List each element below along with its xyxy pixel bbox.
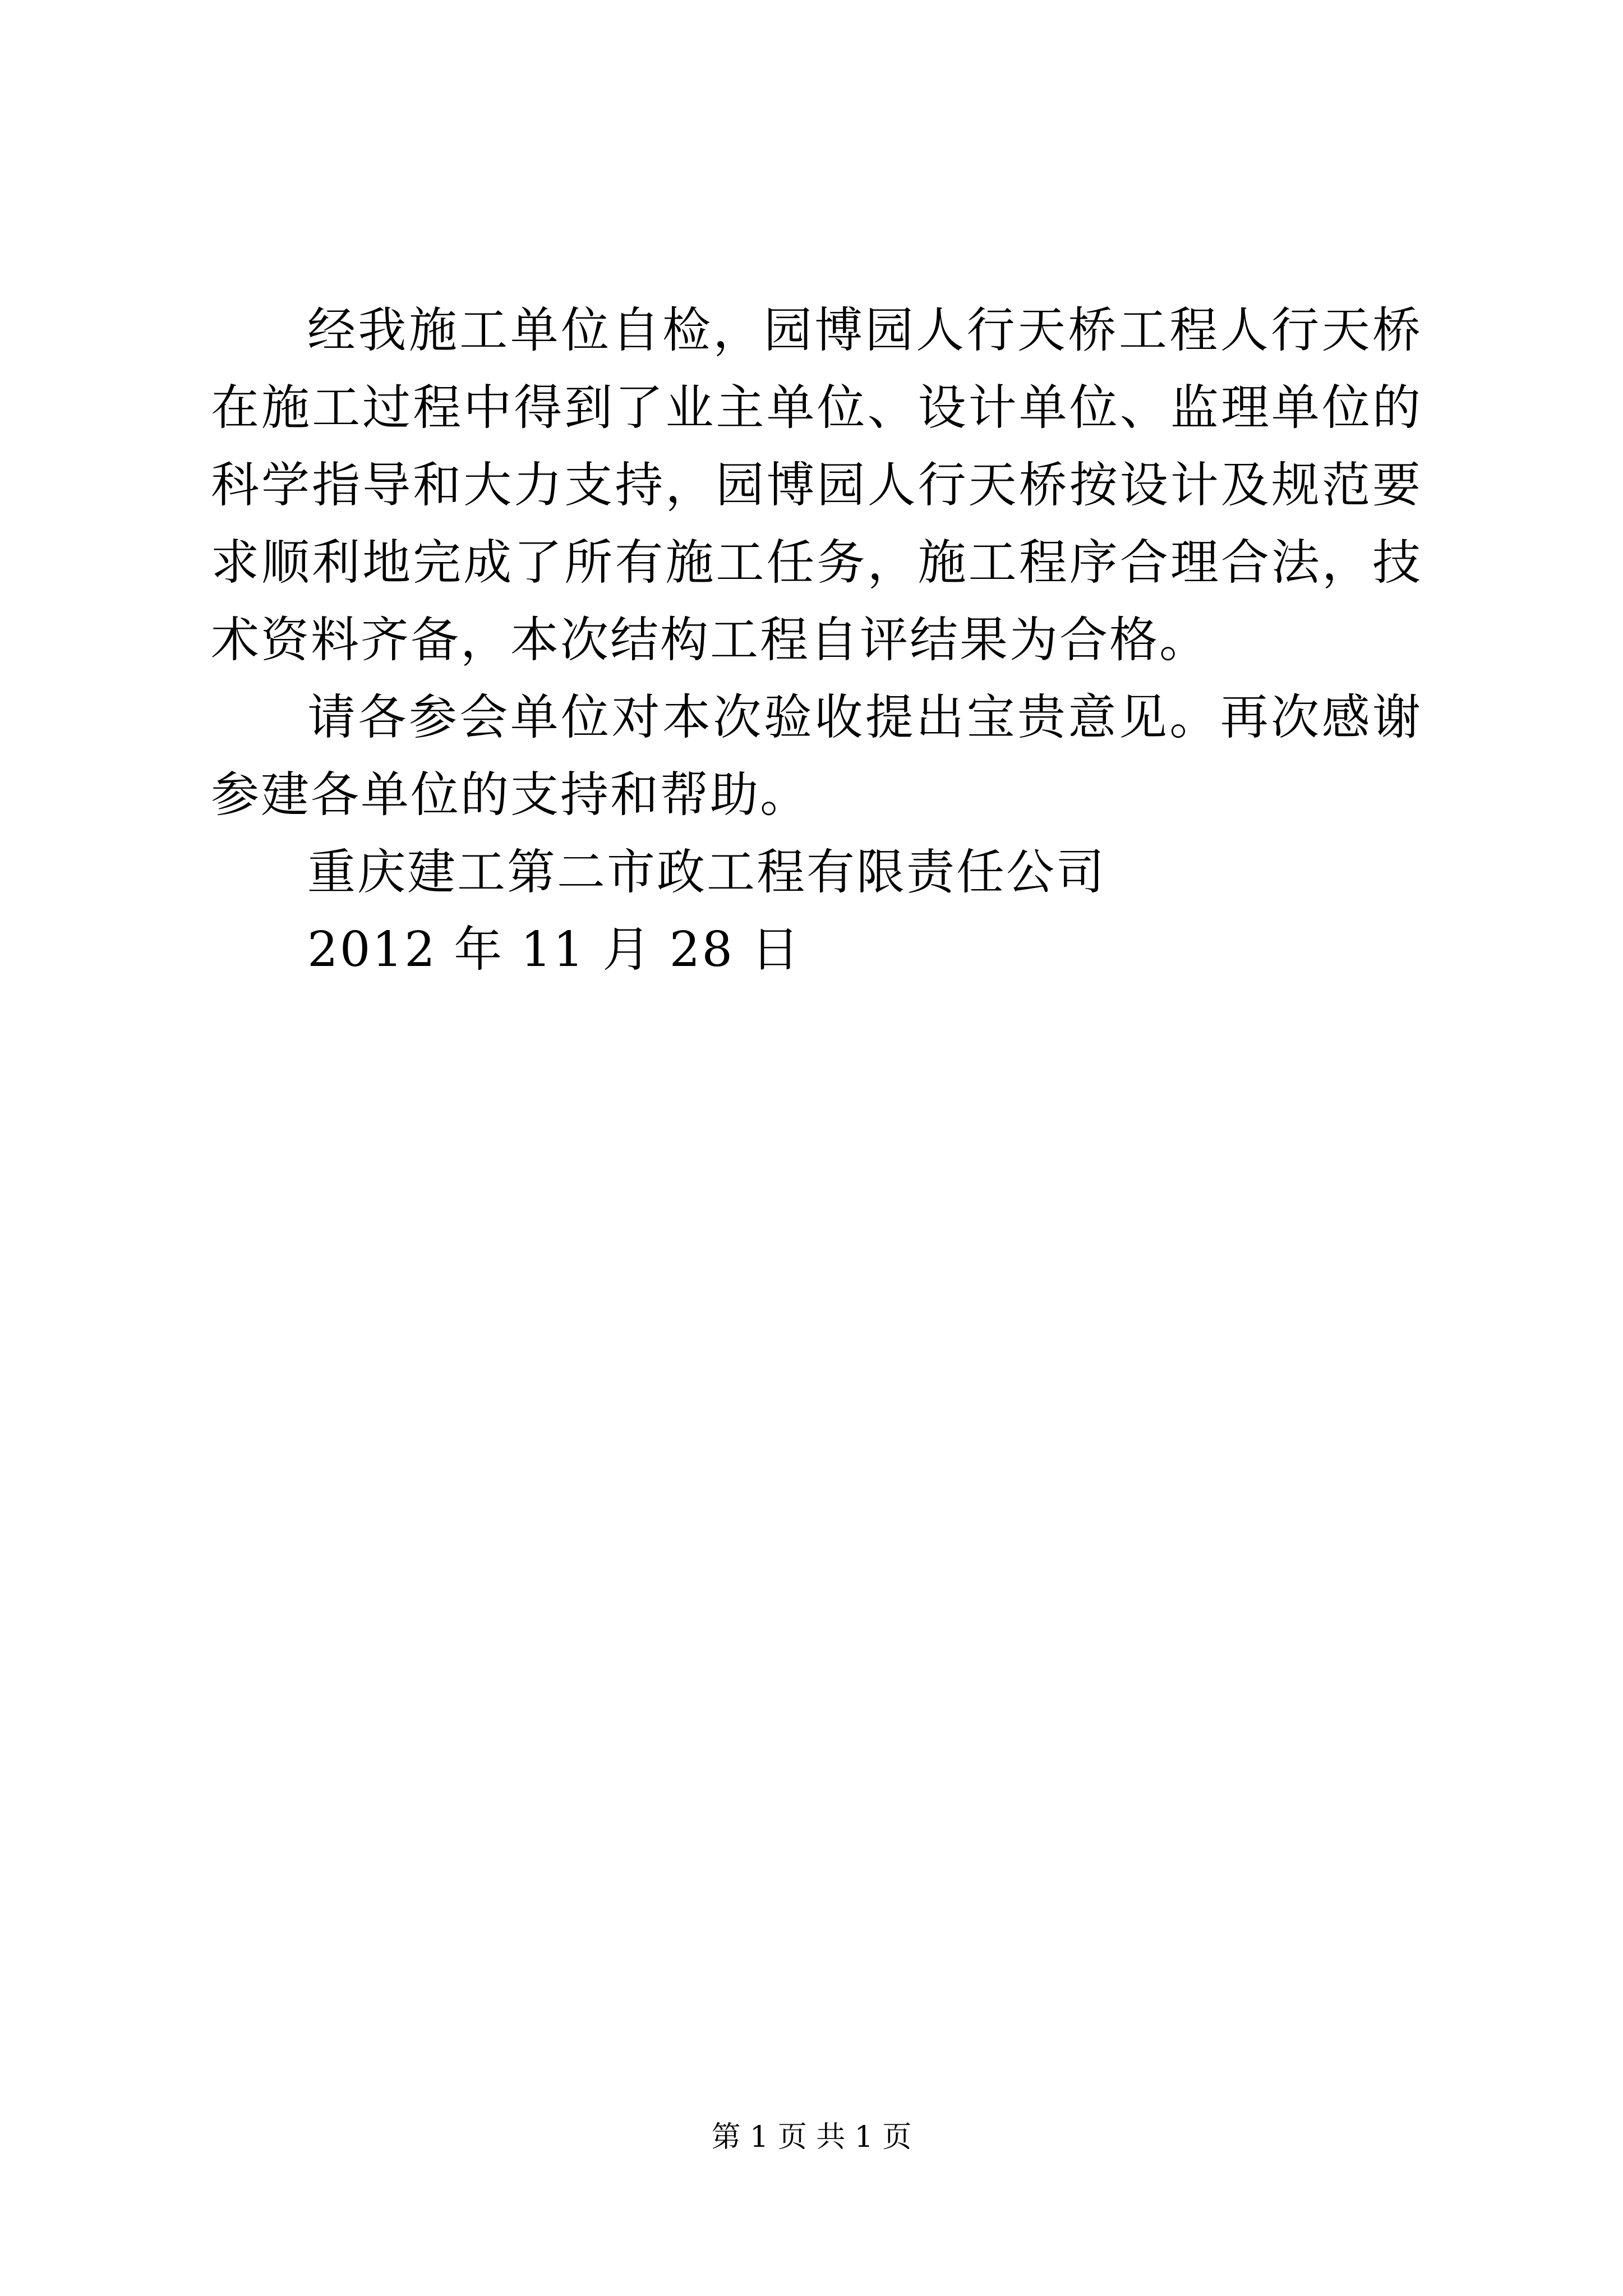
page-footer: 第 1 页 共 1 页 <box>711 2120 912 2154</box>
signature-company: 重庆建工第二市政工程有限责任公司 <box>307 844 1106 900</box>
paragraph-request-opinions: 请各参会单位对本次验收提出宝贵意见。再次感谢参建各单位的支持和帮助。 <box>211 689 1422 823</box>
document-body <box>211 292 1422 988</box>
signature-date: 2012 年 11 月 28 日 <box>307 922 801 978</box>
paragraph-self-inspection: 经我施工单位自检，园博园人行天桥工程人行天桥在施工过程中得到了业主单位、设计单位、监理单位的科学指导和大力支持，园博园人行天桥按设计及规范要求顺利地完成了所有施工任务，施工程序合理合法，技术资料齐备，本次结构工程自评结果为合格。 <box>211 302 1422 668</box>
